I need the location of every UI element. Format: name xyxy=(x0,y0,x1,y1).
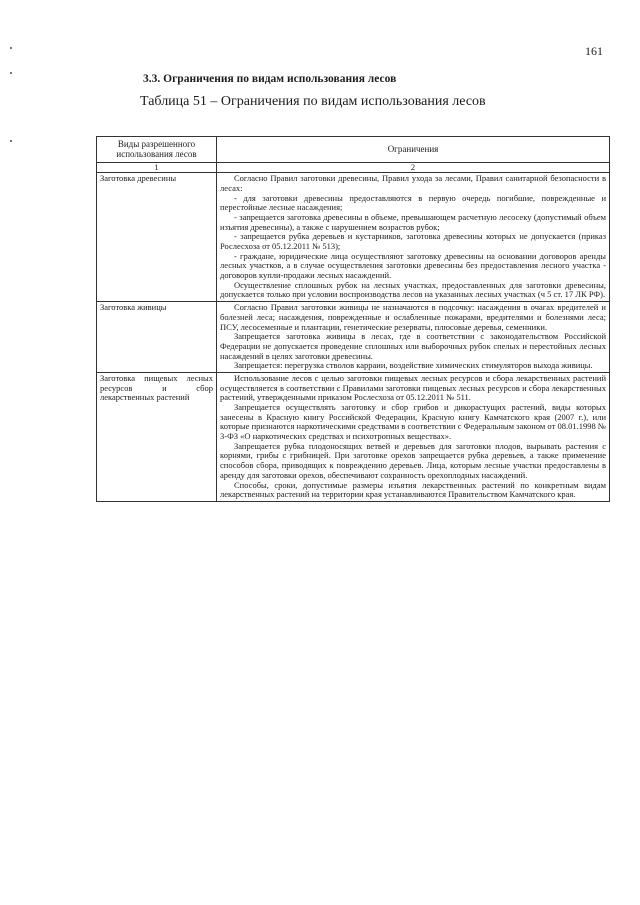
restriction-paragraph: Способы, сроки, допустимые размеры изъятия лекарственных растений по конкретным видам лекарственных растений на территории края устанавливаются Правительством Камчатского края. xyxy=(220,479,606,500)
restrictions-table xyxy=(96,136,610,502)
restrictions-cell xyxy=(217,173,610,302)
restriction-paragraph: Запрещается: перегрузка стволов карраии, воздействие химических стимуляторов выхода живицы. xyxy=(234,360,593,371)
table-row xyxy=(97,302,610,373)
section-heading: 3.3. Ограничения по видам использования лесов xyxy=(143,73,397,85)
table-row xyxy=(97,372,610,501)
restriction-paragraph: Согласно Правил заготовки живицы не назначаются в подсочку: насаждения в очагах вредителей и болезней леса; насаждения, поврежденные и ослабленные пожарами, вредителями и болезнями леса; ПСУ, лесосеменные и плантации, генетические резерваты, плюсовые деревья, семенники. xyxy=(220,302,606,332)
restrictions-cell xyxy=(217,302,610,373)
margin-mark xyxy=(10,47,12,49)
restriction-paragraph: Запрещается заготовка живицы в лесах, где в соответствии с законодательством Российской Федерации не допускается проведение сплошных или выборочных рубок спелых и перестойных лесных насаждений в целях заготовки древесины. xyxy=(220,331,606,361)
column-number-cell: 1 xyxy=(97,162,217,173)
page-number: 161 xyxy=(585,44,603,58)
header-cell-usage-type: Виды разрешенного использования лесов xyxy=(97,137,217,163)
restriction-paragraph: - граждане, юридические лица осуществляют заготовку древесины на основании договоров аренды лесных участков, а в случае осуществления заготовки древесины без предоставления лесного участка - договоров купли-продажи лесных насаждений. xyxy=(220,250,606,281)
restriction-paragraph: - запрещается рубка деревьев и кустарников, заготовка древесины которых не допускается (приказ Рослесхоза от 05.12.2011 № 513); xyxy=(220,231,606,251)
header-cell-restrictions: Ограничения xyxy=(217,137,610,163)
column-number-cell: 2 xyxy=(217,162,610,173)
usage-type-cell: Заготовка пищевых лесных ресурсов и сбор лекарственных растений xyxy=(97,372,217,501)
restrictions-table-container xyxy=(96,136,610,502)
restriction-paragraph: Запрещается осуществлять заготовку и сбор грибов и дикорастущих растений, виды которых занесены в Красную книгу Российской Федерации, Красную книгу Камчатского края (2007 г.), или которые признаются наркотическими средствами в соответствии с Федеральным законом от 08.01.1998 № 3-ФЗ «О наркотических средствах и психотропных веществах». xyxy=(220,402,606,442)
margin-mark xyxy=(10,72,12,74)
table-column-number-row xyxy=(97,162,610,173)
restriction-paragraph: Использование лесов с целью заготовки пищевых лесных ресурсов и сбора лекарственных растений осуществляется в соответствии с Правилами заготовки пищевых лесных ресурсов и сбора лекарственных растений, утвержденными приказом Рослесхоза от 05.12.2011 № 511. xyxy=(220,372,606,403)
restriction-paragraph: - для заготовки древесины предоставляются в первую очередь погибшие, поврежденные и перестойные лесные насаждения; xyxy=(220,192,606,213)
table-caption: Таблица 51 – Ограничения по видам использования лесов xyxy=(140,94,486,109)
usage-type-cell: Заготовка древесины xyxy=(97,173,217,302)
usage-type-cell: Заготовка живицы xyxy=(97,302,217,373)
table-header-row xyxy=(97,137,610,163)
restriction-paragraph: Запрещается рубка плодоносящих ветвей и деревьев для заготовки плодов, вырывать растения с корнями, грибы с грибницей. При заготовке орехов запрещается рубка деревьев, а также применение способов сбора, приводящих к повреждению деревьев. Лица, которым лесные участки предоставлены в аренду для заготовки орехов, обеспечивают сохранность орехоплодных насаждений. xyxy=(220,440,606,480)
restrictions-cell xyxy=(217,372,610,501)
restriction-paragraph: Осуществление сплошных рубок на лесных участках, предоставленных для заготовки древесины, допускается только при условии воспроизводства лесов на указанных лесных участках (ч 5 ст. 17 ЛК РФ). xyxy=(220,279,606,300)
restriction-paragraph: Согласно Правил заготовки древесины, Правил ухода за лесами, Правил санитарной безопасности в лесах: xyxy=(220,173,606,193)
restriction-paragraph: - запрещается заготовка древесины в объеме, превышающем расчетную лесосеку (допустимый объем изъятия древесины), а также с нарушением возрастов рубок; xyxy=(220,211,606,232)
table-row xyxy=(97,173,610,302)
margin-mark xyxy=(10,140,12,142)
